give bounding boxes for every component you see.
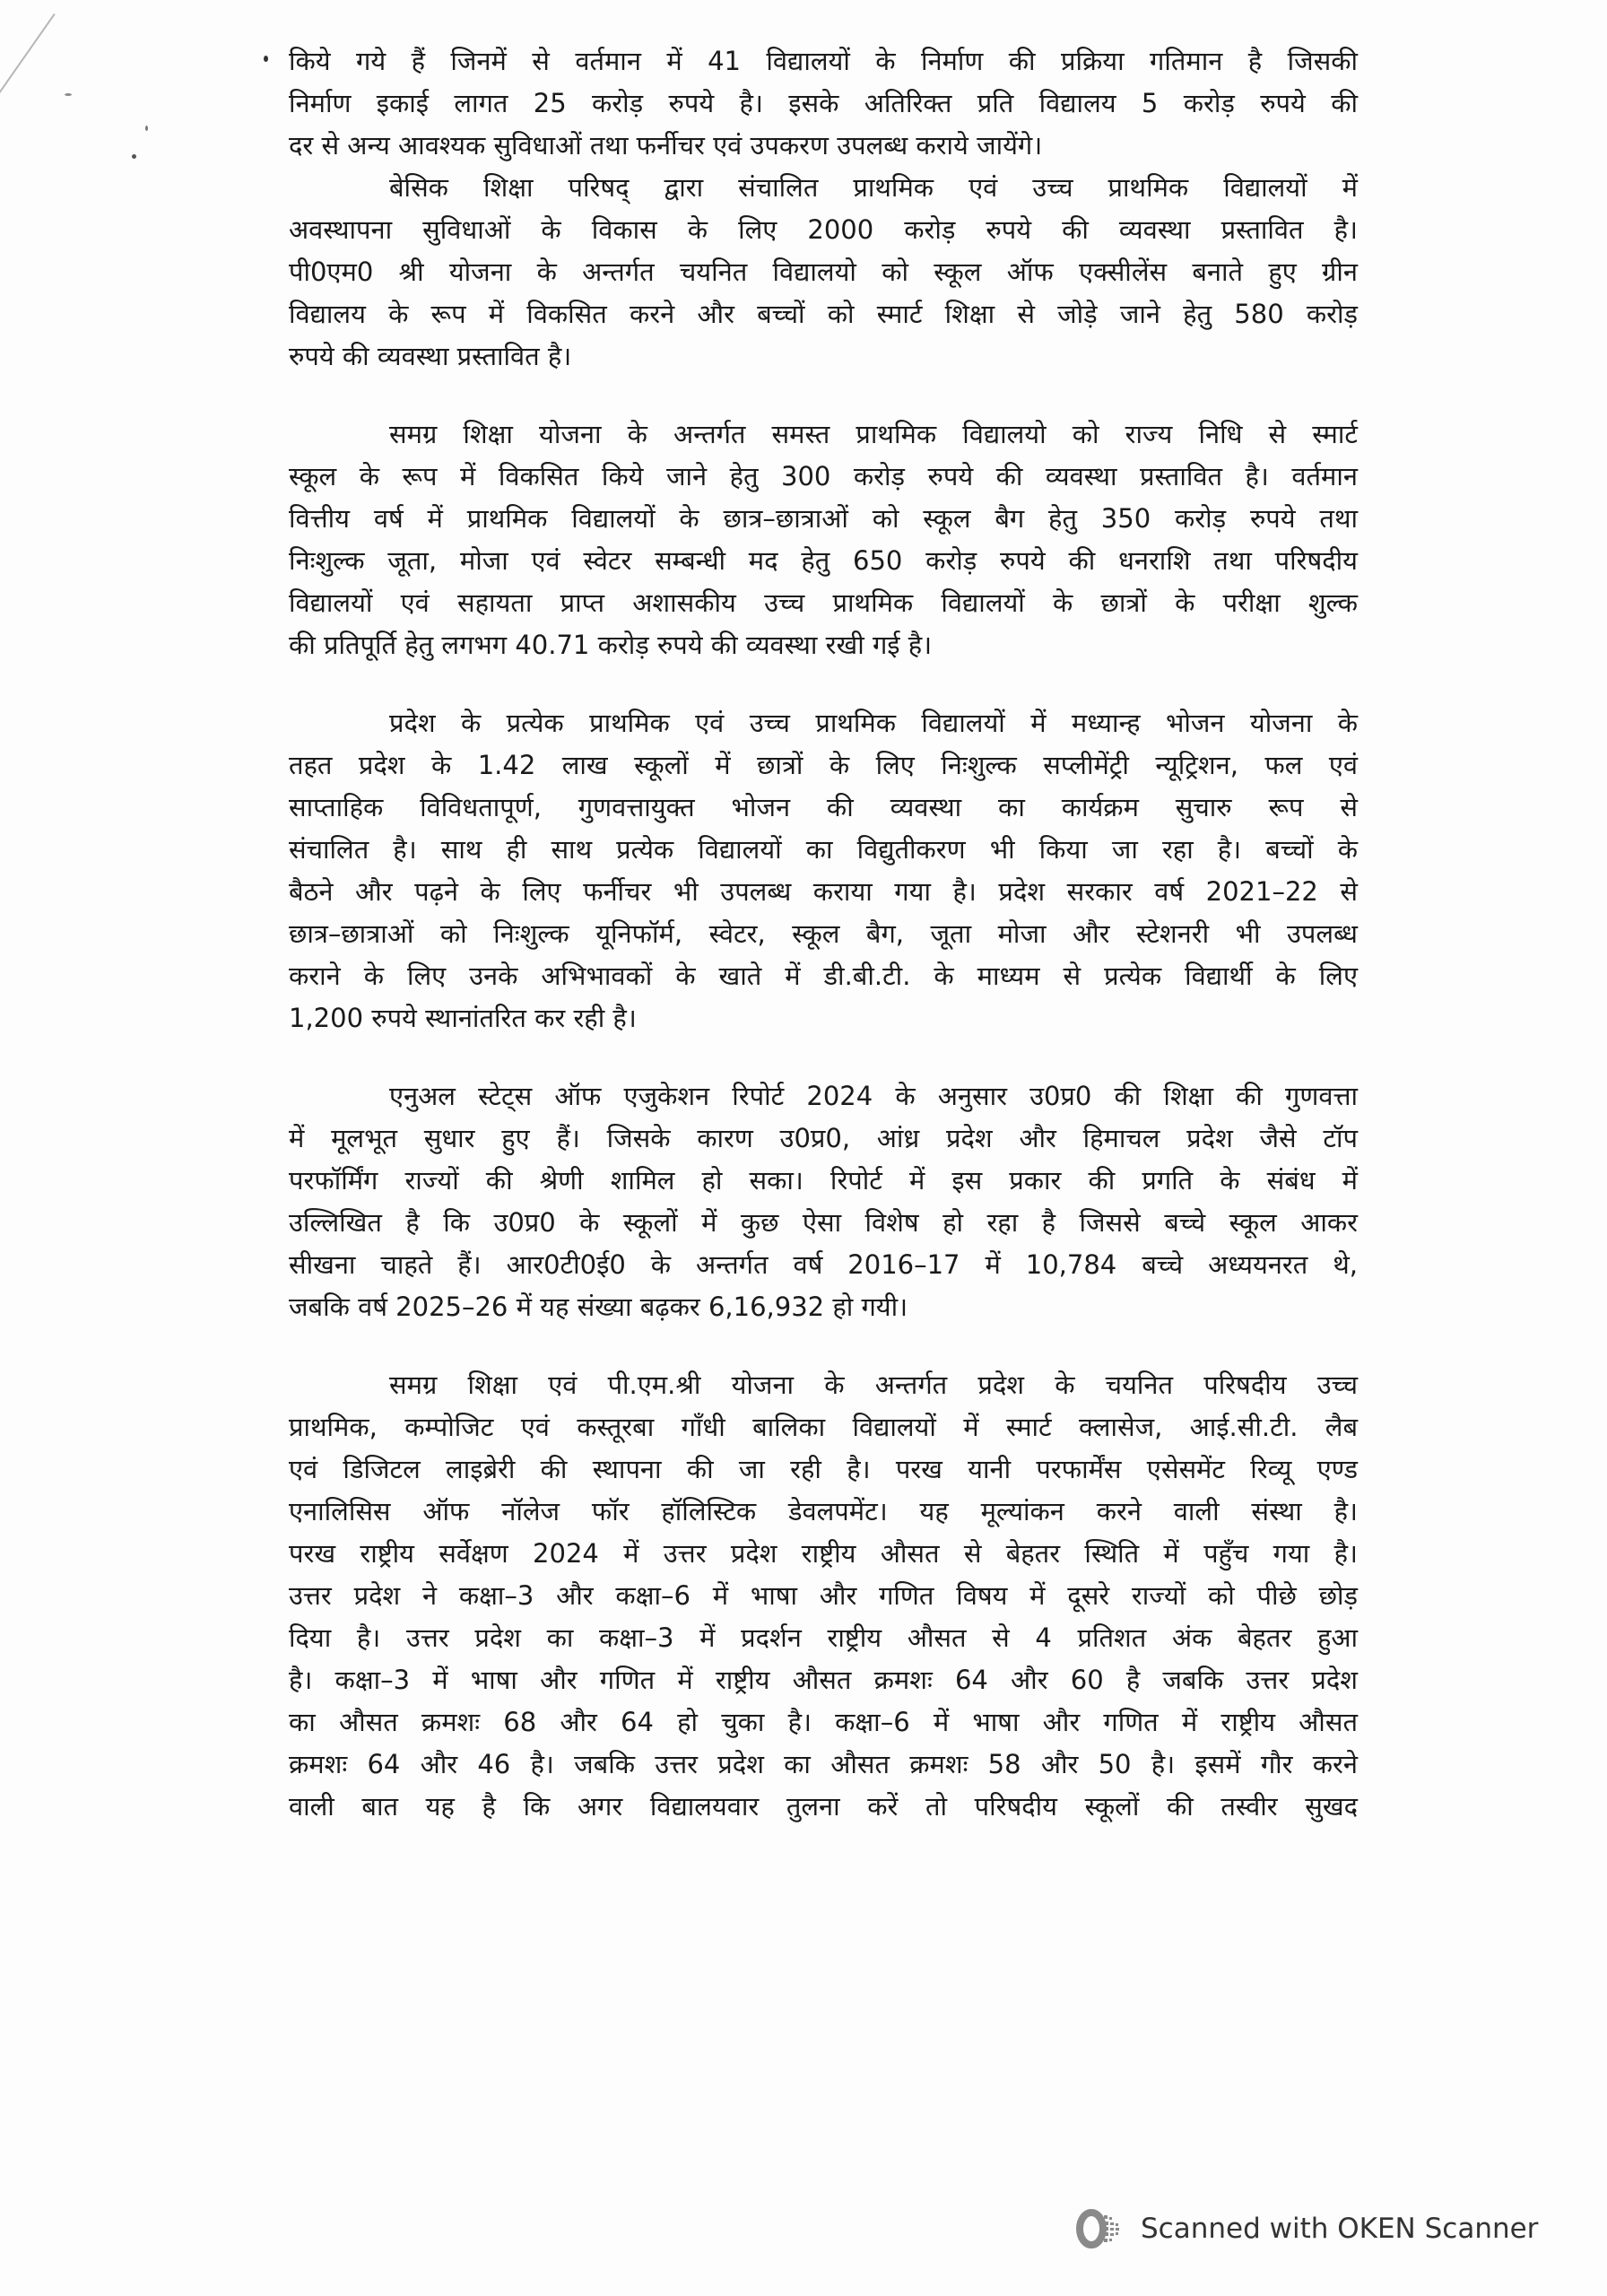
text-line: दिया है। उत्तर प्रदेश का कक्षा–3 में प्रदर्शन राष्ट्रीय औसत से 4 प्रतिशत अंक बेहतर हुआ (289, 1622, 1358, 1653)
text-line: जबकि वर्ष 2025–26 में यह संख्या बढ़कर 6,16,932 हो गयी। (289, 1292, 908, 1322)
text-line: विद्यालयों एवं सहायता प्राप्त अशासकीय उच्च प्राथमिक विद्यालयों के छात्रों के परीक्षा शुल्क (289, 587, 1358, 618)
text-line: प्रदेश के प्रत्येक प्राथमिक एवं उच्च प्राथमिक विद्यालयों में मध्यान्ह भोजन योजना के (389, 708, 1358, 738)
text-line: समग्र शिक्षा एवं पी.एम.श्री योजना के अन्तर्गत प्रदेश के चयनित परिषदीय उच्च (389, 1370, 1358, 1400)
text-line: वाली बात यह है कि अगर विद्यालयवार तुलना करें तो परिषदीय स्कूलों की तस्वीर सुखद (289, 1791, 1358, 1822)
text-line: उत्तर प्रदेश ने कक्षा–3 और कक्षा–6 में भाषा और गणित विषय में दूसरे राज्यों को पीछे छोड़ (289, 1580, 1358, 1611)
text-line: दर से अन्य आवश्यक सुविधाओं तथा फर्नीचर एवं उपकरण उपलब्ध कराये जायेंगे। (289, 130, 1043, 161)
margin-speck (132, 154, 136, 159)
paragraph (289, 702, 1358, 1039)
paragraph (289, 1364, 1358, 1828)
text-line: पी0एम0 श्री योजना के अन्तर्गत चयनित विद्यालयो को स्कूल ऑफ एक्सीलेंस बनाते हुए ग्रीन (289, 257, 1358, 287)
text-line: छात्र–छात्राओं को निःशुल्क यूनिफॉर्म, स्वेटर, स्कूल बैग, जूता मोजा और स्टेशनरी भी उपलब्ध (289, 918, 1358, 949)
margin-speck (264, 56, 268, 62)
text-line: बैठने और पढ़ने के लिए फर्नीचर भी उपलब्ध कराया गया है। प्रदेश सरकार वर्ष 2021–22 से (289, 876, 1358, 907)
text-line: प्राथमिक, कम्पोजिट एवं कस्तूरबा गाँधी बालिका विद्यालयों में स्मार्ट क्लासेज, आई.सी.टी. लैब (289, 1412, 1358, 1442)
text-line: का औसत क्रमशः 68 और 64 हो चुका है। कक्षा–6 में भाषा और गणित में राष्ट्रीय औसत (289, 1707, 1358, 1737)
text-line: वित्तीय वर्ष में प्राथमिक विद्यालयों के छात्र–छात्राओं को स्कूल बैग हेतु 350 करोड़ रुपये तथा (289, 503, 1358, 534)
text-line: है। कक्षा–3 में भाषा और गणित में राष्ट्रीय औसत क्रमशः 64 और 60 है जबकि उत्तर प्रदेश (289, 1665, 1358, 1695)
text-line: कराने के लिए उनके अभिभावकों के खाते में डी.बी.टी. के माध्यम से प्रत्येक विद्यार्थी के लिए (289, 961, 1358, 991)
text-line: एनुअल स्टेट्स ऑफ एजुकेशन रिपोर्ट 2024 के अनुसार उ0प्र0 की शिक्षा की गुणवत्ता (389, 1081, 1358, 1111)
oken-scanner-logo-icon (1076, 2208, 1121, 2249)
text-line: सीखना चाहते हैं। आर0टी0ई0 के अन्तर्गत वर्ष 2016–17 में 10,784 बच्चे अध्ययनरत थे, (289, 1249, 1358, 1280)
text-line: एवं डिजिटल लाइब्रेरी की स्थापना की जा रही है। परख यानी परफार्मेंस एसेसमेंट रिव्यू एण्ड (289, 1454, 1358, 1484)
text-line: रुपये की व्यवस्था प्रस्तावित है। (289, 341, 572, 371)
margin-speck (65, 93, 72, 96)
text-line: निःशुल्क जूता, मोजा एवं स्वेटर सम्बन्धी मद हेतु 650 करोड़ रुपये की धनराशि तथा परिषदीय (289, 545, 1358, 576)
text-line: निर्माण इकाई लागत 25 करोड़ रुपये है। इसके अतिरिक्त प्रति विद्यालय 5 करोड़ रुपये की (289, 88, 1358, 118)
margin-speck (145, 126, 148, 131)
paragraph (289, 167, 1358, 378)
margin-pencil-mark (0, 13, 56, 342)
text-line: परख राष्ट्रीय सर्वेक्षण 2024 में उत्तर प्रदेश राष्ट्रीय औसत से बेहतर स्थिति में पहुँच गया है। (289, 1538, 1358, 1569)
text-line: की प्रतिपूर्ति हेतु लगभग 40.71 करोड़ रुपये की व्यवस्था रखी गई है। (289, 630, 933, 660)
text-line: क्रमशः 64 और 46 है। जबकि उत्तर प्रदेश का औसत क्रमशः 58 और 50 है। इसमें गौर करने (289, 1749, 1358, 1779)
text-line: साप्ताहिक विविधतापूर्ण, गुणवत्तायुक्त भोजन की व्यवस्था का कार्यक्रम सुचारु रूप से (289, 792, 1358, 822)
scanner-watermark (1076, 2208, 1538, 2249)
text-line: किये गये हैं जिनमें से वर्तमान में 41 विद्यालयों के निर्माण की प्रक्रिया गतिमान है जिसकी (289, 46, 1358, 76)
text-line: परफॉर्मिंग राज्यों की श्रेणी शामिल हो सका। रिपोर्ट में इस प्रकार की प्रगति के संबंध में (289, 1165, 1358, 1196)
text-line: संचालित है। साथ ही साथ प्रत्येक विद्यालयों का विद्युतीकरण भी किया जा रहा है। बच्चों के (289, 834, 1358, 865)
document-body (289, 40, 1358, 1864)
text-line: 1,200 रुपये स्थानांतरित कर रही है। (289, 1003, 637, 1033)
text-line: उल्लिखित है कि उ0प्र0 के स्कूलों में कुछ ऐसा विशेष हो रहा है जिससे बच्चे स्कूल आकर (289, 1207, 1358, 1238)
paragraph (289, 1075, 1358, 1328)
paragraph (289, 413, 1358, 666)
text-line: एनालिसिस ऑफ नॉलेज फॉर हॉलिस्टिक डेवलपमेंट। यह मूल्यांकन करने वाली संस्था है। (289, 1496, 1358, 1526)
text-line: तहत प्रदेश के 1.42 लाख स्कूलों में छात्रों के लिए निःशुल्क सप्लीमेंट्री न्यूट्रिशन, फल एवं (289, 750, 1359, 780)
paragraph (289, 40, 1358, 167)
text-line: बेसिक शिक्षा परिषद् द्वारा संचालित प्राथमिक एवं उच्च प्राथमिक विद्यालयों में (389, 172, 1358, 203)
text-line: समग्र शिक्षा योजना के अन्तर्गत समस्त प्राथमिक विद्यालयो को राज्य निधि से स्मार्ट (389, 419, 1358, 449)
text-line: में मूलभूत सुधार हुए हैं। जिसके कारण उ0प्र0, आंध्र प्रदेश और हिमाचल प्रदेश जैसे टॉप (289, 1123, 1358, 1153)
scanner-watermark-text: Scanned with OKEN Scanner (1141, 2213, 1539, 2245)
text-line: स्कूल के रूप में विकसित किये जाने हेतु 300 करोड़ रुपये की व्यवस्था प्रस्तावित है। वर्तमान (289, 461, 1358, 491)
text-line: विद्यालय के रूप में विकसित करने और बच्चों को स्मार्ट शिक्षा से जोड़े जाने हेतु 580 करोड़ (289, 299, 1358, 329)
text-line: अवस्थापना सुविधाओं के विकास के लिए 2000 करोड़ रुपये की व्यवस्था प्रस्तावित है। (289, 214, 1358, 245)
